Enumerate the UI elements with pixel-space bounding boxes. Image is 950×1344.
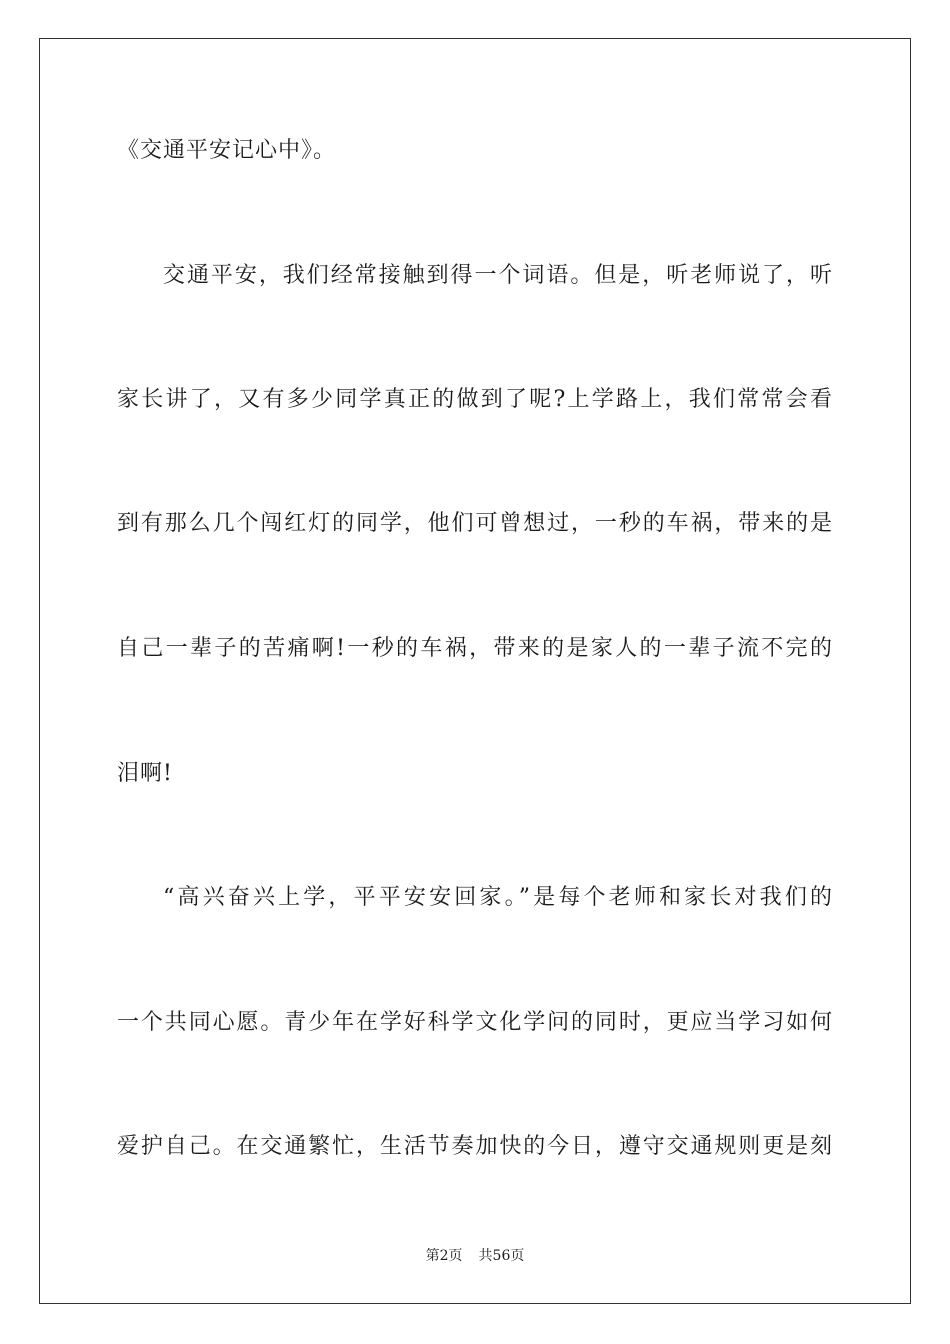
text-line: 泪啊! xyxy=(117,761,173,786)
page-total: 共56页 xyxy=(478,1248,525,1264)
text-line: 爱护自己。在交通繁忙，生活节奏加快的今日，遵守交通规则更是刻 xyxy=(117,1134,833,1159)
text-line: 自己一辈子的苦痛啊!一秒的车祸，带来的是家人的一辈子流不完的 xyxy=(117,636,833,661)
text-line: 交通平安，我们经常接触到得一个词语。但是，听老师说了，听 xyxy=(163,263,833,288)
page-number: 第2页 xyxy=(425,1248,463,1264)
text-line: 到有那么几个闯红灯的同学，他们可曾想过，一秒的车祸，带来的是 xyxy=(117,511,833,536)
text-line-title: 《交通平安记心中》。 xyxy=(117,138,337,163)
text-line: “高兴奋兴上学，平平安安回家。”是每个老师和家长对我们的 xyxy=(163,885,833,910)
text-line: 一个共同心愿。青少年在学好科学文化学问的同时，更应当学习如何 xyxy=(117,1010,833,1035)
page-footer xyxy=(0,1247,950,1265)
page-border xyxy=(39,38,911,1304)
text-line: 家长讲了，又有多少同学真正的做到了呢?上学路上，我们常常会看 xyxy=(117,387,833,412)
